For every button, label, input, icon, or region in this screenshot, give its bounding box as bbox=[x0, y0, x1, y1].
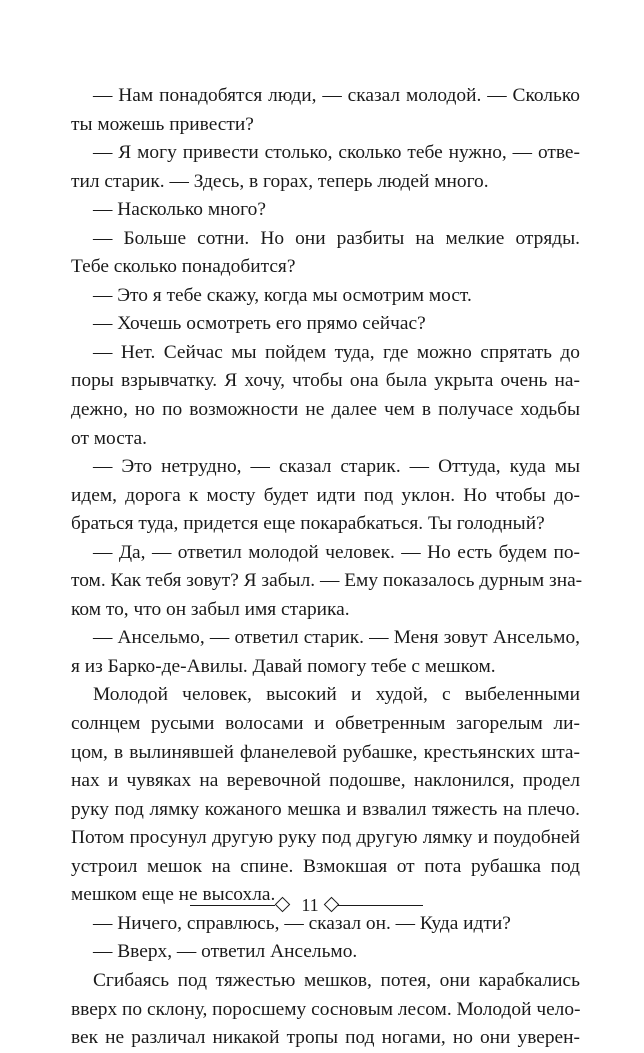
text-line: — Это я тебе скажу, когда мы осмотрим мост. bbox=[93, 284, 472, 306]
text-line: — Нет. Сейчас мы пойдем туда, где можно спрятать до bbox=[93, 341, 580, 363]
text-line: — Я могу привести столько, сколько тебе нужно, — отве- bbox=[93, 142, 580, 164]
footer-rule-right bbox=[338, 905, 423, 906]
diamond-ornament-icon bbox=[275, 897, 291, 913]
page-footer bbox=[0, 894, 644, 918]
page-number: 11 bbox=[301, 895, 319, 915]
text-line: идем, дорога к мосту будет идти под уклон. Но чтобы до- bbox=[71, 484, 580, 506]
text-line: том. Как тебя зовут? Я забыл. — Ему показалось дурным зна- bbox=[71, 570, 583, 592]
text-line: от моста. bbox=[71, 427, 147, 449]
text-line: — Нам понадобятся люди, — сказал молодой. — Сколько bbox=[93, 85, 580, 106]
text-line: ком то, что он забыл имя старика. bbox=[71, 598, 350, 620]
text-line: солнцем русыми волосами и обветренным загорелым ли- bbox=[71, 713, 580, 735]
text-line: — Ничего, справлюсь, — сказал он. — Куда идти? bbox=[93, 912, 511, 934]
text-line: дежно, но по возможности не далее чем в получасе ходьбы bbox=[71, 399, 580, 421]
text-line: поры взрывчатку. Я хочу, чтобы она была укрыта очень на- bbox=[71, 370, 580, 392]
text-line: Сгибаясь под тяжестью мешков, потея, они карабкались bbox=[93, 969, 580, 991]
text-line: Молодой человек, высокий и худой, с выбеленными bbox=[93, 684, 580, 706]
text-line: я из Барко-де-Авилы. Давай помогу тебе с мешком. bbox=[71, 655, 496, 677]
text-line: — Ансельмо, — ответил старик. — Меня зовут Ансельмо, bbox=[93, 627, 580, 649]
text-line: вверх по склону, поросшему сосновым лесом. Молодой чело- bbox=[71, 998, 581, 1020]
text-line: устроил мешок на спине. Взмокшая от пота рубашка под bbox=[71, 855, 580, 877]
text-line: Потом просунул другую руку под другую лямку и поудобней bbox=[71, 827, 580, 849]
text-line: нах и чувяках на веревочной подошве, наклонился, продел bbox=[71, 770, 580, 792]
text-line: век не различал никакой тропы под ногами, но они уверен- bbox=[71, 1027, 580, 1049]
text-line: — Насколько много? bbox=[93, 199, 266, 221]
text-line: цом, в вылинявшей фланелевой рубашке, крестьянских шта- bbox=[71, 741, 580, 763]
text-line: мешком еще не высохла. bbox=[71, 884, 276, 906]
text-line: ты можешь привести? bbox=[71, 113, 254, 135]
text-line: тил старик. — Здесь, в горах, теперь людей много. bbox=[71, 170, 489, 192]
diamond-ornament-icon bbox=[324, 897, 340, 913]
footer-rule-left bbox=[190, 905, 275, 906]
text-line: браться туда, придется еще покарабкаться. Ты голодный? bbox=[71, 513, 545, 535]
text-line: руку под лямку кожаного мешка и взвалил тяжесть на плечо. bbox=[71, 798, 580, 820]
text-line: — Вверх, — ответил Ансельмо. bbox=[93, 941, 358, 963]
text-line: Тебе сколько понадобится? bbox=[71, 256, 296, 278]
text-line: — Да, — ответил молодой человек. — Но есть будем по- bbox=[93, 541, 580, 563]
text-line: — Хочешь осмотреть его прямо сейчас? bbox=[93, 313, 426, 335]
text-line: — Больше сотни. Но они разбиты на мелкие отряды. bbox=[93, 227, 580, 249]
text-line: — Это нетрудно, — сказал старик. — Оттуда, куда мы bbox=[93, 456, 580, 478]
